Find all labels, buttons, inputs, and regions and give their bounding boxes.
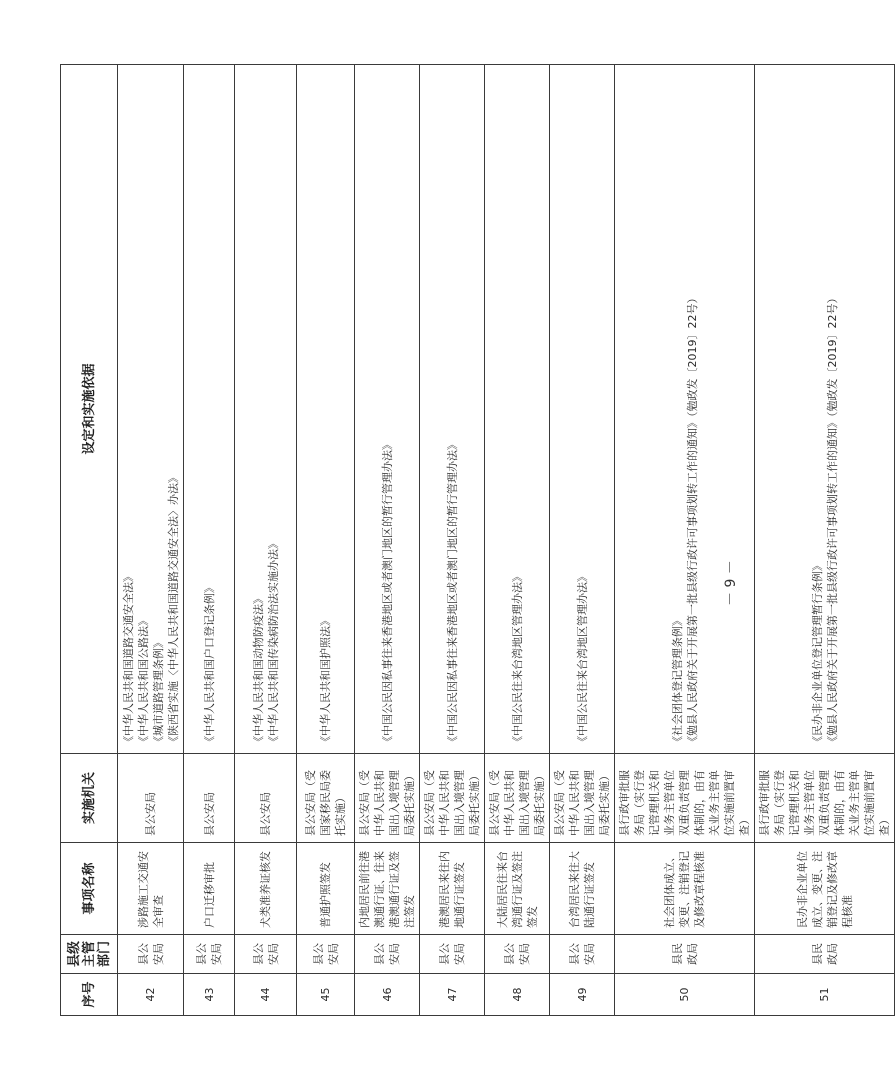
basis-line: 《中华人民共和国公路法》: [136, 615, 150, 747]
item-name-cell: 普通护照签发: [297, 843, 355, 935]
item-name-cell: 大陆居民往来台湾通行证及签注签发: [485, 843, 550, 935]
item-name-cell: 社会团体成立、变更、注销登记及修改章程核准: [615, 843, 755, 935]
basis-line: 《中华人民共和国动物防疫法》: [251, 593, 265, 747]
basis-cell: [755, 65, 895, 754]
basis-line: 《中国公民因私事往来香港地区或者澳门地区的暂行管理办法》: [445, 439, 459, 747]
table-row: [184, 65, 235, 1016]
basis-cell: [485, 65, 550, 754]
department-cell: 县公安局: [550, 935, 615, 974]
agency-cell: 县公安局（受国家移民局委托实施）: [297, 754, 355, 843]
row-number: 47: [420, 974, 485, 1016]
basis-line: 《勉县人民政府关于开展第一批县级行政许可事项划转工作的通知》（勉政发〔2019〕22号）: [685, 292, 699, 747]
basis-line: 《中华人民共和国护照法》: [319, 615, 332, 747]
agency-cell: 县公安局（受中华人民共和国出入境管理局委托实施）: [420, 754, 485, 843]
header-item: 事项名称: [61, 843, 118, 935]
administrative-items-table: [60, 64, 895, 1016]
basis-cell: [615, 65, 755, 754]
department-cell: 县公安局: [235, 935, 297, 974]
agency-cell: 县行政审批服务局（实行登记管理机关和业务主管单位双重负责管理体制的，由有关业务主管单位实施前置审查）: [615, 754, 755, 843]
page-number: － 9 －: [723, 560, 739, 606]
agency-cell: 县公安局: [235, 754, 297, 843]
table-body: [118, 65, 895, 1016]
basis-line: 《陕西省实施〈中华人民共和国道路交通安全法〉办法》: [166, 472, 180, 747]
basis-cell: [235, 65, 297, 754]
row-number: 48: [485, 974, 550, 1016]
table-row: [118, 65, 184, 1016]
header-row: [61, 65, 118, 1016]
header-basis: 设定和实施依据: [61, 65, 118, 754]
department-cell: 县公安局: [184, 935, 235, 974]
item-name-cell: 港澳居民来往内地通行证签发: [420, 843, 485, 935]
item-name-cell: 户口迁移审批: [184, 843, 235, 935]
agency-cell: 县公安局（受中华人民共和国出入境管理局委托实施）: [355, 754, 420, 843]
row-number: 42: [118, 974, 184, 1016]
agency-cell: 县公安局（受中华人民共和国出入境管理局委托实施）: [485, 754, 550, 843]
row-number: 46: [355, 974, 420, 1016]
basis-cell: [297, 65, 355, 754]
table-row: [297, 65, 355, 1016]
item-name-cell: 犬类准养证核发: [235, 843, 297, 935]
basis-line: 《勉县人民政府关于开展第一批县级行政许可事项划转工作的通知》（勉政发〔2019〕22号）: [825, 292, 839, 747]
row-number: 44: [235, 974, 297, 1016]
department-cell: 县民政局: [755, 935, 895, 974]
basis-line: 《城市道路管理条例》: [151, 637, 165, 747]
agency-cell: 县公安局: [118, 754, 184, 843]
department-cell: 县公安局: [485, 935, 550, 974]
header-no: 序号: [61, 974, 118, 1016]
basis-line: 《中国公民往来台湾地区管理办法》: [510, 571, 524, 747]
row-number: 51: [755, 974, 895, 1016]
basis-line: 《中国公民往来台湾地区管理办法》: [575, 571, 589, 747]
table-row: [550, 65, 615, 1016]
table-row: [485, 65, 550, 1016]
agency-cell: 县行政审批服务局（实行登记管理机关和业务主管单位双重负责管理体制的，由有关业务主管单位实施前置审查）: [755, 754, 895, 843]
row-number: 50: [615, 974, 755, 1016]
item-name-cell: 台湾居民来往大陆通行证签发: [550, 843, 615, 935]
department-cell: 县公安局: [355, 935, 420, 974]
row-number: 43: [184, 974, 235, 1016]
table-row: [420, 65, 485, 1016]
basis-cell: [184, 65, 235, 754]
item-name-cell: 涉路施工交通安全审查: [118, 843, 184, 935]
table-row: [235, 65, 297, 1016]
department-cell: 县公安局: [297, 935, 355, 974]
table-row: [755, 65, 895, 1016]
basis-cell: [118, 65, 184, 754]
table-row: [355, 65, 420, 1016]
item-name-cell: 内地居民前往港澳通行证、往来港澳通行证及签注签发: [355, 843, 420, 935]
department-cell: 县公安局: [420, 935, 485, 974]
row-number: 45: [297, 974, 355, 1016]
department-cell: 县民政局: [615, 935, 755, 974]
basis-line: 《中华人民共和国传染病防治法实施办法》: [266, 538, 280, 747]
basis-line: 《中华人民共和国户口登记条例》: [202, 582, 216, 747]
item-name-cell: 民办非企业单位成立、变更、注销登记及修改章程核准: [755, 843, 895, 935]
basis-cell: [420, 65, 485, 754]
basis-cell: [550, 65, 615, 754]
basis-line: 《中国公民因私事往来香港地区或者澳门地区的暂行管理办法》: [380, 439, 394, 747]
table-row: [615, 65, 755, 1016]
department-cell: 县公安局: [118, 935, 184, 974]
header-agency: 实施机关: [61, 754, 118, 843]
basis-cell: [355, 65, 420, 754]
basis-line: 《社会团体登记管理条例》: [670, 615, 684, 747]
agency-cell: 县公安局: [184, 754, 235, 843]
basis-line: 《民办非企业单位登记管理暂行条例》: [810, 560, 824, 747]
agency-cell: 县公安局（受中华人民共和国出入境管理局委托实施）: [550, 754, 615, 843]
header-dept: 县级主管部门: [61, 935, 118, 974]
row-number: 49: [550, 974, 615, 1016]
basis-line: 《中华人民共和国道路交通安全法》: [121, 571, 135, 747]
